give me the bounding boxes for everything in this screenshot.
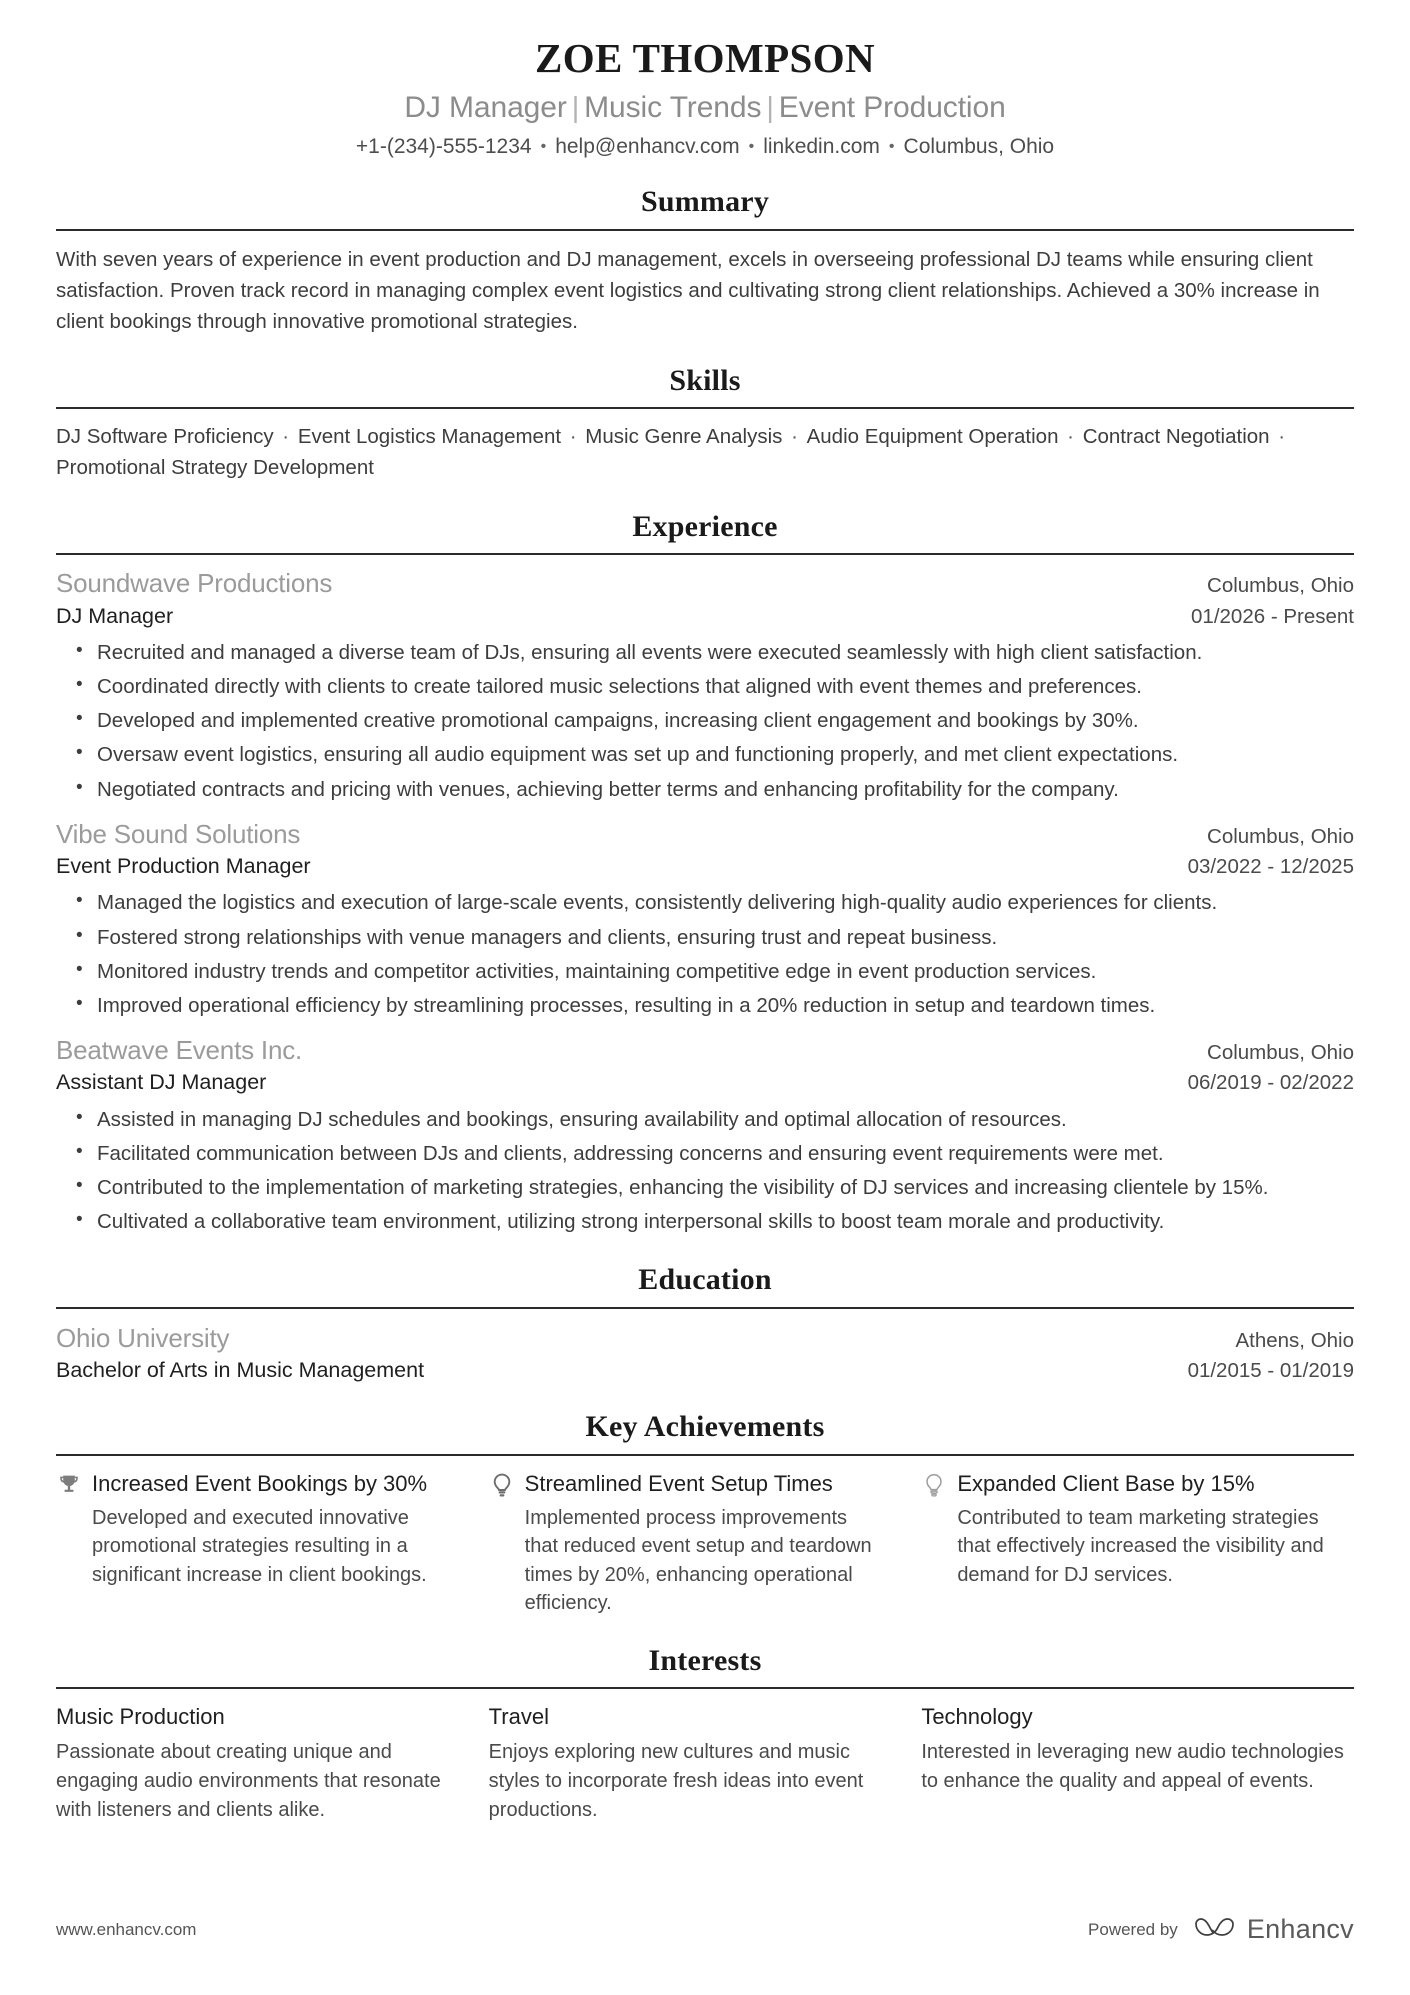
- job-dates: 06/2019 - 02/2022: [1187, 1071, 1354, 1095]
- achievement-item: [489, 1470, 922, 1618]
- lightbulb-filled-icon: [489, 1470, 515, 1498]
- list-item: • Contributed to the implementation of marketing strategies, enhancing the visibility of DJ services and increasing clientele by 15%.: [76, 1173, 1354, 1203]
- list-item: • Monitored industry trends and competitor activities, maintaining competitive edge in event production services.: [76, 957, 1354, 987]
- contact-email[interactable]: help@enhancv.com: [555, 134, 740, 158]
- interest-description: Passionate about creating unique and engaging audio environments that resonate with listeners and clients alike.: [56, 1740, 441, 1821]
- entry-top-row: [56, 1322, 1354, 1355]
- skill-separator-icon: ·: [1061, 425, 1080, 449]
- achievement-header: [489, 1470, 878, 1498]
- headline-part-2: Music Trends: [584, 91, 762, 125]
- achievement-item: [56, 1470, 489, 1618]
- section-divider: [56, 1687, 1354, 1689]
- contact-separator-icon: •: [540, 137, 547, 155]
- experience-entry: [56, 818, 1354, 1021]
- degree-title: Bachelor of Arts in Music Management: [56, 1357, 425, 1382]
- interest-title: Music Production: [56, 1704, 225, 1730]
- education-entry: [56, 1322, 1354, 1385]
- experience-entry: [56, 567, 1354, 804]
- section-divider: [56, 1454, 1354, 1456]
- section-heading-summary: Summary: [640, 185, 770, 219]
- powered-by-label: Powered by: [1088, 1919, 1178, 1939]
- interest-item: [489, 1703, 922, 1825]
- list-item: • Developed and implemented creative promotional campaigns, increasing client engagement and bookings by 30%.: [76, 706, 1354, 736]
- section-heading-education: Education: [638, 1263, 772, 1297]
- entry-top-row: [56, 1034, 1354, 1067]
- job-dates: 01/2026 - Present: [1191, 604, 1354, 628]
- interest-item: [56, 1703, 489, 1825]
- company-location: Columbus, Ohio: [1207, 824, 1354, 848]
- achievement-header: [56, 1470, 445, 1498]
- contact-row: [56, 134, 1354, 159]
- entry-bottom-row: [56, 853, 1354, 881]
- section-heading-interests: Interests: [648, 1643, 762, 1677]
- experience-entry: [56, 1034, 1354, 1237]
- skill-item: DJ Software Proficiency: [56, 425, 274, 449]
- company-name: Soundwave Productions: [56, 568, 333, 599]
- section-experience: [56, 510, 1354, 1237]
- section-interests: [56, 1644, 1354, 1825]
- headline-separator-1: |: [571, 92, 580, 125]
- achievement-title: Streamlined Event Setup Times: [524, 1470, 833, 1496]
- achievement-item: [921, 1470, 1354, 1618]
- experience-entries: [56, 567, 1354, 1237]
- section-divider: [56, 407, 1354, 409]
- achievement-title: Expanded Client Base by 15%: [957, 1470, 1255, 1496]
- entry-top-row: [56, 818, 1354, 851]
- entry-top-row: [56, 567, 1354, 600]
- interest-title: Travel: [488, 1704, 549, 1730]
- job-title: DJ Manager: [56, 603, 174, 628]
- contact-location: Columbus, Ohio: [903, 134, 1055, 158]
- list-item: • Cultivated a collaborative team environment, utilizing strong interpersonal skills to boost team morale and productivity.: [76, 1207, 1354, 1237]
- achievements-columns: [56, 1470, 1354, 1618]
- headline-part-3: Event Production: [778, 91, 1006, 125]
- resume-header: [56, 34, 1354, 159]
- trophy-icon: [56, 1470, 82, 1498]
- footer-website-link[interactable]: www.enhancv.com: [56, 1919, 197, 1939]
- job-title: Assistant DJ Manager: [56, 1070, 267, 1095]
- achievement-description: Developed and executed innovative promotional strategies resulting in a significant increase in client bookings.: [92, 1506, 427, 1586]
- section-heading-achievements: Key Achievements: [585, 1410, 825, 1444]
- interests-columns: [56, 1703, 1354, 1825]
- section-heading-experience: Experience: [632, 509, 778, 543]
- job-dates: 03/2022 - 12/2025: [1187, 854, 1354, 878]
- interest-description: Interested in leveraging new audio technologies to enhance the quality and appeal of events.: [921, 1740, 1344, 1792]
- achievement-title: Increased Event Bookings by 30%: [92, 1470, 428, 1496]
- contact-linkedin[interactable]: linkedin.com: [763, 134, 880, 158]
- list-item: • Oversaw event logistics, ensuring all audio equipment was set up and functioning properly, and met client expectations.: [76, 740, 1354, 770]
- skill-separator-icon: ·: [564, 425, 583, 449]
- contact-separator-icon: •: [888, 137, 895, 155]
- section-education: [56, 1263, 1354, 1384]
- skill-item: Audio Equipment Operation: [806, 425, 1059, 449]
- section-achievements: [56, 1410, 1354, 1617]
- professional-headline: [56, 91, 1354, 125]
- entry-bottom-row: [56, 1357, 1354, 1385]
- skill-item: Contract Negotiation: [1082, 425, 1270, 449]
- degree-dates: 01/2015 - 01/2019: [1187, 1358, 1354, 1382]
- achievement-header: [921, 1470, 1354, 1498]
- interest-description: Enjoys exploring new cultures and music styles to incorporate fresh ideas into event productions.: [488, 1740, 864, 1821]
- skill-item: Music Genre Analysis: [585, 425, 783, 449]
- summary-body: With seven years of experience in event production and DJ management, excels in overseeing professional DJ teams while ensuring client satisfaction. Proven track record in managing complex event logistics and cultivating strong client relationships. Achieved a 30% increase in client bookings through innovative promotional strategies.: [56, 247, 1320, 334]
- skill-separator-icon: ·: [785, 425, 804, 449]
- list-item: • Facilitated communication between DJs and clients, addressing concerns and ensuring event requirements were met.: [76, 1139, 1354, 1169]
- list-item: • Fostered strong relationships with venue managers and clients, ensuring trust and repeat business.: [76, 923, 1354, 953]
- company-location: Columbus, Ohio: [1207, 574, 1354, 598]
- contact-phone: +1-(234)-555-1234: [355, 134, 532, 158]
- interest-title: Technology: [921, 1704, 1033, 1730]
- section-divider: [56, 553, 1354, 555]
- company-name: Beatwave Events Inc.: [56, 1034, 303, 1065]
- responsibility-list: [56, 638, 1354, 805]
- list-item: • Managed the logistics and execution of large-scale events, consistently delivering high-quality audio experiences for clients.: [76, 888, 1354, 918]
- responsibility-list: [56, 1105, 1354, 1238]
- section-summary: [56, 185, 1354, 338]
- job-title: Event Production Manager: [56, 853, 311, 878]
- list-item: • Coordinated directly with clients to create tailored music selections that aligned with event themes and preferences.: [76, 672, 1354, 702]
- enhancv-logo: [1192, 1914, 1354, 1945]
- skill-separator-icon: ·: [1272, 425, 1286, 449]
- skill-separator-icon: ·: [276, 425, 295, 449]
- section-heading-skills: Skills: [669, 363, 741, 397]
- list-item: • Assisted in managing DJ schedules and bookings, ensuring availability and optimal allocation of resources.: [76, 1105, 1354, 1135]
- enhancv-wordmark: Enhancv: [1246, 1914, 1354, 1944]
- entry-bottom-row: [56, 603, 1354, 631]
- list-item: • Negotiated contracts and pricing with venues, achieving better terms and enhancing profitability for the company.: [76, 775, 1354, 805]
- page-title: ZOE THOMPSON: [534, 35, 876, 81]
- lightbulb-outline-icon: [921, 1470, 947, 1498]
- section-divider: [56, 229, 1354, 231]
- company-location: Columbus, Ohio: [1207, 1040, 1354, 1064]
- skill-item: Event Logistics Management: [297, 425, 562, 449]
- page-footer: [56, 1914, 1354, 1945]
- contact-separator-icon: •: [748, 137, 755, 155]
- skill-item: Promotional Strategy Development: [56, 455, 374, 479]
- headline-part-1: DJ Manager: [404, 91, 567, 125]
- school-name: Ohio University: [56, 1322, 230, 1353]
- school-location: Athens, Ohio: [1235, 1328, 1354, 1352]
- responsibility-list: [56, 888, 1354, 1021]
- company-name: Vibe Sound Solutions: [56, 818, 301, 849]
- section-divider: [56, 1307, 1354, 1309]
- list-item: • Improved operational efficiency by streamlining processes, resulting in a 20% reduction in setup and teardown times.: [76, 991, 1354, 1021]
- list-item: • Recruited and managed a diverse team of DJs, ensuring all events were executed seamlessly with high client satisfaction.: [76, 638, 1354, 668]
- section-skills: [56, 364, 1354, 484]
- achievement-description: Contributed to team marketing strategies that effectively increased the visibility and demand for DJ services.: [957, 1506, 1324, 1586]
- achievement-description: Implemented process improvements that reduced event setup and teardown times by 20%, enhancing operational efficiency.: [524, 1506, 872, 1615]
- headline-separator-2: |: [766, 92, 774, 125]
- interest-item: [921, 1703, 1354, 1825]
- entry-bottom-row: [56, 1069, 1354, 1097]
- footer-brand: [1088, 1914, 1354, 1945]
- skills-list: [56, 422, 1354, 484]
